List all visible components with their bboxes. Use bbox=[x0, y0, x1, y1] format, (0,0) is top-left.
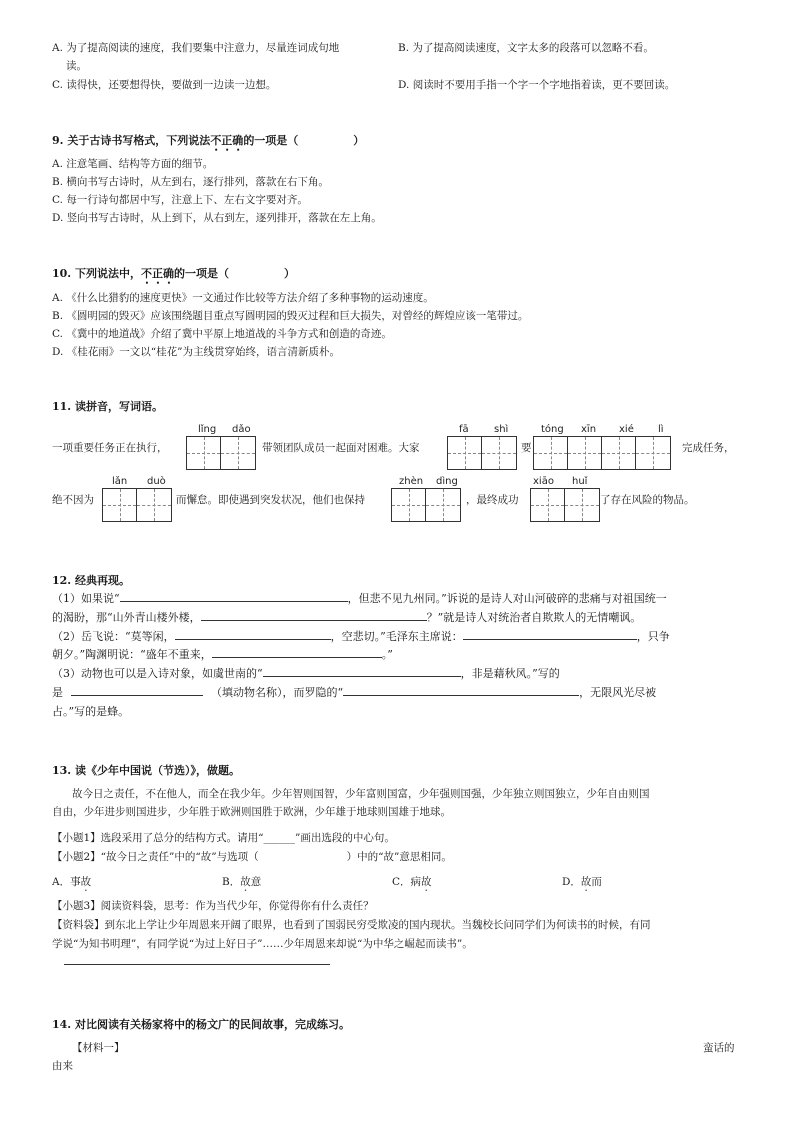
pinyin: xié bbox=[619, 424, 634, 435]
pinyin: shì bbox=[494, 424, 509, 435]
writing-grid-lingdao[interactable] bbox=[186, 436, 256, 470]
q11-text-1d: 完成任务， bbox=[682, 442, 735, 454]
q12-line-5: （3）动物也可以是入诗对象，如虞世南的“ ，非是藉秋风。”写的 bbox=[52, 667, 560, 680]
q14-heading-part-1: 蛮话的 bbox=[703, 1042, 735, 1054]
pinyin: fā bbox=[459, 424, 469, 435]
q8-option-c: C. 读得快，还要想得快，要做到一边读一边想。 bbox=[52, 79, 277, 91]
q13-option-b[interactable]: B．故意 bbox=[222, 876, 262, 888]
q13-passage-2: 自由，少年进步则国进步，少年胜于欧洲则国胜于欧洲，少年雄于地球则国雄于地球。 bbox=[52, 806, 451, 818]
q12-line-6: 是 （填动物名称），而罗隐的“ ，无限风光尽被 bbox=[52, 686, 657, 699]
answer-blank[interactable] bbox=[71, 684, 203, 696]
q13-title: 13. 读《少年中国说（节选）》，做题。 bbox=[52, 764, 240, 777]
q8-option-a-cont: 读。 bbox=[66, 60, 87, 72]
pinyin: xiāo bbox=[533, 476, 554, 487]
q9-option-c: C. 每一行诗句都居中写，注意上下、左右文字要对齐。 bbox=[52, 194, 308, 206]
pinyin: huǐ bbox=[572, 476, 588, 487]
q10-option-b: B. 《圆明园的毁灭》应该围绕题目重点写圆明园的毁灭过程和巨大损失，对曾经的辉煌应该一笔带过。 bbox=[52, 310, 529, 322]
q11-text-2d: 了存在风险的物品。 bbox=[600, 494, 695, 506]
q13-material-1: 【资料袋】到东北上学让少年周恩来开阔了眼界，也看到了国弱民穷受欺凌的国内现状。当魏校长问同学们为何读书的时候，有同 bbox=[52, 919, 651, 931]
q11-title: 11. 读拼音，写词语。 bbox=[52, 400, 163, 413]
q10-option-c: C. 《冀中的地道战》介绍了冀中平原上地道战的斗争方式和创造的奇迹。 bbox=[52, 328, 392, 340]
q10-title: 10. 下列说法中，不正确的一项是（ ） bbox=[52, 267, 295, 280]
writing-grid-tongxinxieli[interactable] bbox=[533, 436, 671, 470]
answer-blank[interactable] bbox=[201, 609, 427, 621]
writing-grid-landuo[interactable] bbox=[102, 488, 172, 522]
answer-blank[interactable] bbox=[263, 665, 461, 677]
q9-title: 9. 关于古诗书写格式，下列说法不正确的一项是（ ） bbox=[52, 134, 365, 147]
q13-option-a[interactable]: A．事故 bbox=[52, 876, 92, 888]
q11-text-1c: 要 bbox=[521, 442, 532, 454]
q12-line-2: 的渴盼，那“山外青山楼外楼， ？”就是诗人对统治者自欺欺人的无情嘲讽。 bbox=[52, 611, 642, 624]
q11-text-2c: ，最终成功 bbox=[466, 494, 519, 506]
pinyin: lǎn bbox=[112, 476, 128, 487]
q9-option-b: B. 横向书写古诗时，从左到右，逐行排列，落款在右下角。 bbox=[52, 176, 329, 188]
q11-text-1b: 带领团队成员一起面对困难。大家 bbox=[262, 442, 420, 454]
q8-option-a: A. 为了提高阅读的速度，我们要集中注意力，尽量连词成句地 bbox=[52, 42, 340, 54]
pinyin: dìng bbox=[436, 476, 458, 487]
q13-material-2: 学说“为知书明理”，有同学说“为过上好日子”……少年周恩来却说“为中华之崛起而读书”。 bbox=[52, 938, 473, 950]
pinyin: lǐng bbox=[198, 424, 217, 435]
q12-line-4: 朝夕。”陶渊明说：“盛年不重来， 。” bbox=[52, 648, 393, 661]
q13-sub-2: 【小题2】“故今日之责任”中的“故”与选项（ ）中的“故”意思相同。 bbox=[52, 851, 452, 863]
answer-blank[interactable] bbox=[120, 590, 348, 602]
answer-blank[interactable] bbox=[175, 628, 331, 640]
q13-passage-1: 故今日之责任，不在他人，而全在我少年。少年智则国智，少年富则国富，少年强则国强，少年独立则国独立，少年自由则国 bbox=[72, 788, 650, 800]
pinyin: dǎo bbox=[232, 424, 251, 435]
writing-grid-zhending[interactable] bbox=[391, 488, 461, 522]
pinyin: tóng bbox=[541, 424, 564, 435]
q10-option-d: D. 《桂花雨》一文以“桂花”为主线贯穿始终，语言清新质朴。 bbox=[52, 346, 340, 358]
answer-blank[interactable] bbox=[463, 628, 637, 640]
q14-heading-part-2: 由来 bbox=[52, 1060, 73, 1072]
q13-option-c[interactable]: C．病故 bbox=[392, 876, 432, 888]
q13-sub-3: 【小题3】阅读资料袋，思考：作为当代少年，你觉得你有什么责任？ bbox=[52, 900, 374, 912]
q14-material-label: 【材料一】 bbox=[72, 1042, 125, 1054]
q8-option-b: B. 为了提高阅读速度，文字太多的段落可以忽略不看。 bbox=[398, 42, 654, 54]
pinyin: duò bbox=[147, 476, 166, 487]
q11-text-2b: 而懈怠。即使遇到突发状况，他们也保持 bbox=[176, 494, 365, 506]
q12-line-3: （2）岳飞说：“莫等闲， ，空悲切。”毛泽东主席说： ，只争 bbox=[52, 630, 670, 643]
answer-blank[interactable] bbox=[343, 684, 579, 696]
pinyin: lì bbox=[658, 424, 664, 435]
q14-title: 14. 对比阅读有关杨家将中的杨文广的民间故事，完成练习。 bbox=[52, 1018, 350, 1031]
q13-option-d[interactable]: D．故而 bbox=[562, 876, 602, 888]
q11-text-1a: 一项重要任务正在执行， bbox=[52, 442, 168, 454]
q12-line-1: （1）如果说“ ，但悲不见九州同。”诉说的是诗人对山河破碎的悲痛与对祖国统一 bbox=[52, 592, 667, 605]
writing-grid-xiaohui[interactable] bbox=[530, 488, 600, 522]
pinyin: zhèn bbox=[399, 476, 424, 487]
writing-grid-fashi[interactable] bbox=[447, 436, 517, 470]
q12-title: 12. 经典再现。 bbox=[52, 574, 130, 587]
answer-line[interactable] bbox=[64, 964, 330, 965]
pinyin: xīn bbox=[581, 424, 597, 435]
answer-blank[interactable] bbox=[212, 646, 382, 658]
q8-option-d: D. 阅读时不要用手指一个字一个字地指着读，更不要回读。 bbox=[398, 79, 676, 91]
q9-option-d: D. 竖向书写古诗时，从上到下，从右到左，逐列排开，落款在左上角。 bbox=[52, 212, 382, 224]
q10-option-a: A. 《什么比猎豹的速度更快》一文通过作比较等方法介绍了多种事物的运动速度。 bbox=[52, 292, 434, 304]
q9-option-a: A. 注意笔画、结构等方面的细节。 bbox=[52, 158, 214, 170]
q12-line-7: 占。”写的是蜂。 bbox=[52, 705, 130, 718]
q11-text-2a: 绝不因为 bbox=[52, 494, 94, 506]
q13-sub-1: 【小题1】选段采用了总分的结构方式。请用“______”画出选段的中心句。 bbox=[52, 832, 395, 844]
